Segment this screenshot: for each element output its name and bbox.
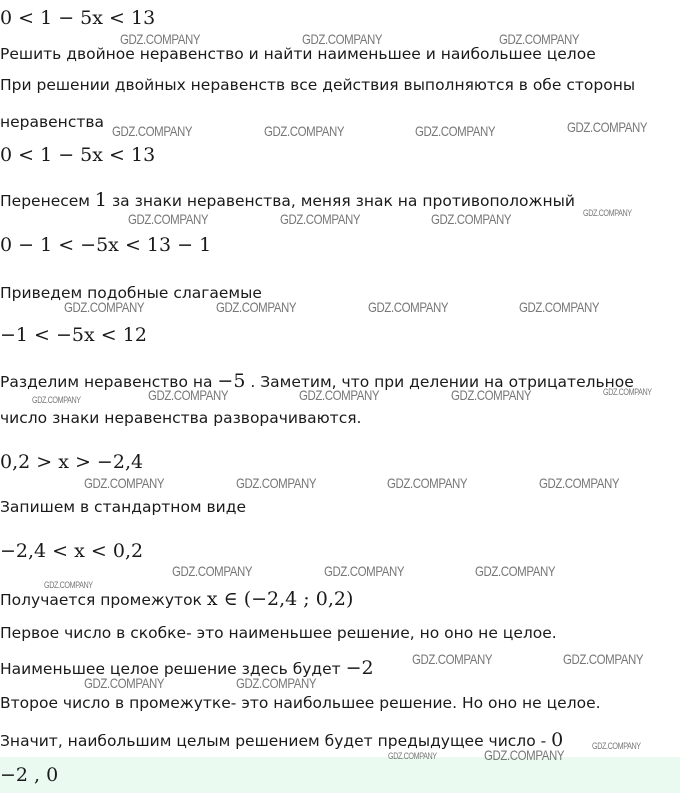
watermark: GDZ.COMPANY (120, 31, 201, 47)
watermark: GDZ.COMPANY (236, 475, 317, 491)
watermark: GDZ.COMPANY (603, 387, 652, 397)
inequality-step4: 0,2 > x > −2,4 (0, 451, 144, 473)
final-answer: −2 , 0 (0, 764, 59, 786)
min-integer-line: Наименьшее целое решение здесь будет −2 (0, 657, 374, 679)
watermark: GDZ.COMPANY (299, 387, 380, 403)
watermark: GDZ.COMPANY (475, 563, 556, 579)
rule-text-line1: При решении двойных неравенств все действия выполняются в обе стороны (0, 76, 636, 94)
watermark: GDZ.COMPANY (44, 580, 93, 590)
watermark: GDZ.COMPANY (451, 387, 532, 403)
step-divide-note: число знаки неравенства разворачиваются. (0, 409, 362, 427)
watermark: GDZ.COMPANY (216, 299, 297, 315)
watermark: GDZ.COMPANY (387, 475, 468, 491)
watermark: GDZ.COMPANY (388, 751, 437, 761)
answer-highlight (0, 757, 680, 793)
watermark: GDZ.COMPANY (280, 211, 361, 227)
watermark: GDZ.COMPANY (148, 387, 229, 403)
inequality-original: 0 < 1 − 5x < 13 (0, 7, 156, 29)
max-integer-line: Значит, наибольшим целым решением будет предыдущее число - 0 (0, 729, 564, 751)
interval-line: Получается промежуток x ∈ (−2,4 ; 0,2) (0, 588, 354, 610)
watermark: GDZ.COMPANY (519, 299, 600, 315)
watermark: GDZ.COMPANY (431, 211, 512, 227)
watermark: GDZ.COMPANY (499, 31, 580, 47)
watermark: GDZ.COMPANY (236, 675, 317, 691)
step-combine: Приведем подобные слагаемые (0, 284, 262, 302)
watermark: GDZ.COMPANY (563, 651, 644, 667)
watermark: GDZ.COMPANY (412, 651, 493, 667)
inequality-step3: −1 < −5x < 12 (0, 324, 147, 346)
watermark: GDZ.COMPANY (592, 741, 641, 751)
watermark: GDZ.COMPANY (264, 123, 345, 139)
watermark: GDZ.COMPANY (324, 563, 405, 579)
min-solution-note: Первое число в скобке- это наименьшее решение, но оно не целое. (0, 624, 557, 642)
watermark: GDZ.COMPANY (32, 395, 81, 405)
step-move-one: Перенесем 1 за знаки неравенства, меняя знак на противоположный (0, 189, 575, 211)
task-statement: Решить двойное неравенство и найти наименьшее и наибольшее целое (0, 45, 596, 63)
watermark: GDZ.COMPANY (128, 211, 209, 227)
step-divide: Разделим неравенство на −5 . Заметим, что при делении на отрицательное (0, 370, 634, 392)
watermark: GDZ.COMPANY (302, 31, 383, 47)
watermark: GDZ.COMPANY (583, 208, 632, 218)
watermark: GDZ.COMPANY (567, 119, 648, 135)
watermark: GDZ.COMPANY (112, 123, 193, 139)
watermark: GDZ.COMPANY (539, 475, 620, 491)
watermark: GDZ.COMPANY (172, 563, 253, 579)
watermark: GDZ.COMPANY (84, 475, 165, 491)
inequality-step5: −2,4 < x < 0,2 (0, 540, 144, 562)
watermark: GDZ.COMPANY (368, 299, 449, 315)
watermark: GDZ.COMPANY (64, 299, 145, 315)
watermark: GDZ.COMPANY (84, 675, 165, 691)
step-standard-form: Запишем в стандартном виде (0, 498, 247, 516)
inequality-step1: 0 < 1 − 5x < 13 (0, 144, 156, 166)
watermark: GDZ.COMPANY (415, 123, 496, 139)
inequality-step2: 0 − 1 < −5x < 13 − 1 (0, 234, 212, 256)
rule-text-line2: неравенства (0, 113, 104, 131)
max-solution-note: Второе число в промежутке- это наибольшее решение. Но оно не целое. (0, 694, 601, 712)
watermark: GDZ.COMPANY (484, 747, 565, 763)
